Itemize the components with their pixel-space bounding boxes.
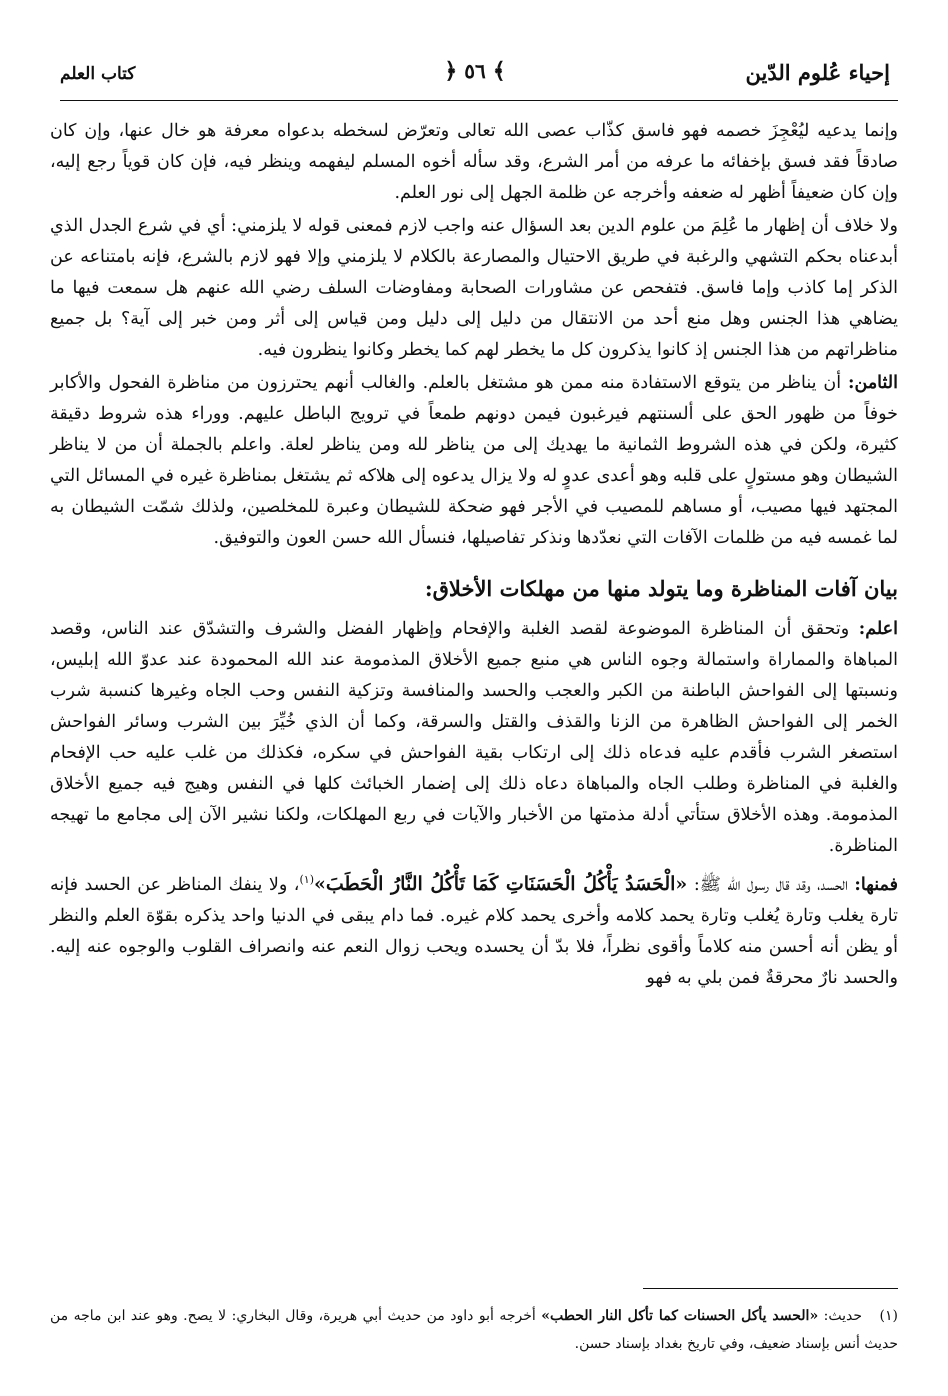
paragraph-text: أن يناظر من يتوقع الاستفادة منه ممن هو مشتغل بالعلم. والغالب أنهم يحترزون من مناظرة الفحول والأكابر خوفاً من ظهور الحق على ألسنتهم فيرغبون فيمن دونهم طمعاً في ترويج الباطل عليهم. ووراء هذه شروط دقيقة كثيرة، ولكن في هذه الشروط الثمانية ما يهديك إلى من يناظر لله ومن يناظر لعلة. واعلم بالجملة أن من لا يناظر الشيطان وهو مستولٍ على قلبه وهو أعدى عدوٍ له ولا يزال يدعوه إلى هلاكه ثم يشتغل بمناظرة غيره في المسائل التي المجتهد فيها مصيب، أو مساهم للمصيب في الأجر فهو ضحكة للشيطان وعبرة للمخلصين، ولذلك شمّت الشيطان به لما غمسه فيه من ظلمات الآفات التي نعدّدها ونذكر تفاصيلها، فنسأل الله حسن العون والتوفيق. — [50, 373, 898, 548]
paragraph-text: ، ولا ينفك المناظر عن الحسد فإنه تارة يغلب وتارة يُغلب وتارة يحمد كلامه وأخرى يحمد كلام غيره. فما دام يبقى في الدنيا واحد يذكره بقوّة العلم والنظر أو يظن أنه أحسن منه كلاماً وأقوى نظراً، فلا بدّ أن يحسده ويحب زوال النعم عنه وانصراف القلوب والوجوه عنه إليه. والحسد نارٌ محرقةٌ فمن بلي به فهو — [50, 874, 898, 988]
footnote-hadith: «الحسد يأكل الحسنات كما تأكل النار الحطب» — [541, 1308, 819, 1324]
section-heading: بيان آفات المناظرة وما يتولد منها من مهلكات الأخلاق: — [424, 576, 898, 601]
footnotes — [50, 1302, 898, 1358]
paragraph — [50, 614, 898, 862]
ornament-right-icon: ﴾ — [492, 58, 506, 84]
header-divider — [60, 100, 898, 101]
paragraph-text: الحسد، وقد قال رسول الله ﷺ: — [693, 874, 848, 895]
paragraph: ولا خلاف أن إظهار ما عُلِمَ من علوم الدين بعد السؤال عنه واجب لازم فمعنى قوله لا يلزمني: أي في شرع الجدل الذي أبدعناه بحكم التشهي والرغبة في طريق الاحتيال والمصارعة بالكلام لا يلزمني وإلا فهو لازم بالشرع، فإنه بامتناعه عن الذكر إما كاذب وإما فاسق. فتفحص عن مشاورات الصحابة ومفاوضات السلف رضي الله عنهم هل سمعت فيها ما يضاهي هذا الجنس وهل منع أحد من الانتقال من دليل إلى دليل ومن قياس إلى أثر ومن خبر إلى آية؟ بل جميع مناظراتهم من هذا الجنس إذ كانوا يذكرون كل ما يخطر لهم كما يخطر وكانوا ينظرون فيه. — [50, 216, 898, 360]
main-text — [50, 116, 898, 996]
page-header — [60, 58, 890, 98]
footnote-divider — [643, 1288, 898, 1289]
footnote-prefix: حديث: — [823, 1308, 863, 1324]
paragraph — [50, 864, 898, 994]
footnote-text: أخرجه أبو داود من حديث أبي هريرة، وقال البخاري: لا يصح. وهو عند ابن ماجه من حديث أنس بإسناد ضعيف، وفي تاريخ بغداد بإسناد حسن. — [50, 1308, 898, 1352]
paragraph-lead: الثامن: — [848, 373, 898, 393]
footnote-number: (١) — [879, 1308, 898, 1324]
paragraph: وإنما يدعيه ليُعْجِزَ خصمه فهو فاسق كذّاب عصى الله تعالى وتعرّض لسخطه بدعواه معرفة هو خال عنها، وإن كان صادقاً فقد فسق بإخفائه ما عرفه من أمر الشرع، وقد سأله أخوه المسلم ليفهمه وينظر فيه، فإن كان قوياً رجع إليه، وإن كان ضعيفاً أظهر له ضعفه وأخرجه عن ظلمة الجهل إلى نور العلم. — [50, 121, 898, 203]
book-title: إحياء عُلوم الدّين — [745, 60, 890, 85]
paragraph-lead: اعلم: — [858, 619, 898, 639]
ornament-left-icon: ﴿ — [444, 58, 458, 84]
page-number — [444, 58, 505, 84]
page-number-value: ٥٦ — [464, 59, 486, 83]
paragraph-text: وتحقق أن المناظرة الموضوعة لقصد الغلبة والإفحام وإظهار الفضل والشرف والتشدّق عند الناس، وقصد المباهاة والمماراة واستمالة وجوه الناس هي منبع جميع الأخلاق المذمومة عند الله المحمودة عند عدوّ الله إبليس، ونسبتها إلى الفواحش الباطنة من الكبر والعجب والحسد والمنافسة وتزكية النفس وحب الجاه وغيرها كنسبة شرب الخمر إلى الفواحش الظاهرة من الزنا والقذف والقتل والسرقة، وكما أن الذي خُيِّرَ بين الشرب وسائر الفواحش استصغر الشرب فأقدم عليه فدعاه ذلك إلى ارتكاب بقية الفواحش في سكره، فكذلك من غلب عليه حب الإفحام والغلبة في المناظرة وطلب الجاه والمباهاة دعاه ذلك إلى إضمار الخبائث كلها في النفس وهيج فيه جميع الأخلاق المذمومة. وهذه الأخلاق ستأتي أدلة مذمتها من الأخبار والآيات في ربع المهلكات، ولكنا نشير الآن إلى مجامع ما تهيجه المناظرة. — [50, 619, 898, 856]
hadith-quote: «الْحَسَدُ يَأْكُلُ الْحَسَنَاتِ كَمَا تَأْكُلُ النَّارُ الْحَطَبَ» — [313, 872, 688, 895]
section-title: كتاب العلم — [60, 64, 136, 84]
paragraph — [50, 368, 898, 554]
footnote-reference[interactable]: (١) — [299, 873, 314, 886]
paragraph-lead: فمنها: — [854, 874, 898, 895]
